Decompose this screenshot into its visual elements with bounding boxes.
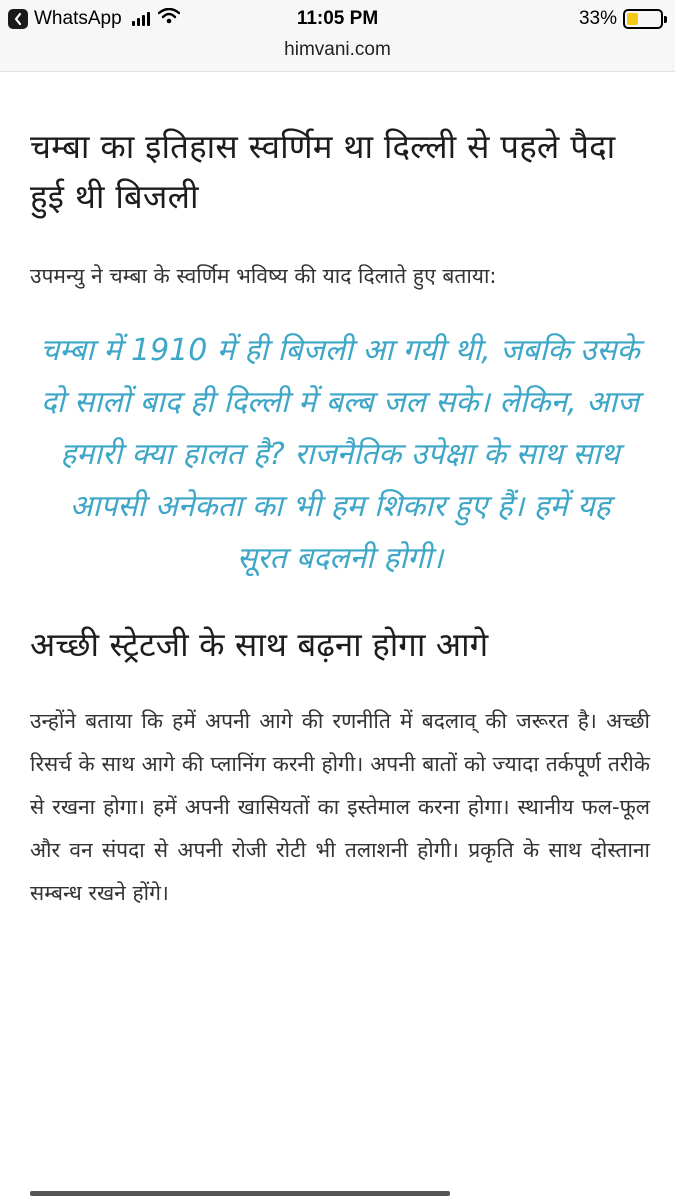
- section-heading-strategy: अच्छी स्ट्रेटजी के साथ बढ़ना होगा आगे: [30, 625, 489, 664]
- next-heading-cutoff: [30, 1185, 450, 1200]
- status-bar: [0, 0, 675, 38]
- pull-quote: चम्बा में 1910 में ही बिजली आ गयी थी, जबकि उसके दो सालों बाद ही दिल्ली में बल्ब जल सके। लेकिन, आज हमारी क्या हालत है? राजनैतिक उपेक्षा के साथ साथ आपसी अनेकता का भी हम शिकार हुए हैं। हमें यह सूरत बदलनी होगी।: [40, 333, 640, 576]
- article-content: [30, 72, 650, 915]
- status-time: 11:05 PM: [296, 8, 379, 29]
- battery-percent: 33%: [578, 8, 617, 29]
- intro-paragraph: उपमन्यु ने चम्बा के स्वर्णिम भविष्य की याद दिलाते हुए बताया:: [30, 264, 497, 288]
- battery-tip: [664, 16, 667, 23]
- strategy-paragraph: उन्होंने बताया कि हमें अपनी आगे की रणनीति में बदलाव् की जरूरत है। अच्छी रिसर्च के साथ आगे की प्लानिंग करनी होगी। अपनी बातों को ज्यादा तर्कपूर्ण तरीके से रखना होगा। हमें अपनी खासियतों का इस्तेमाल करना होगा। स्थानीय फल-फूल और वन संपदा से अपनी रोजी रोटी भी तलाशनी होगी। प्रकृति के साथ दोस्ताना सम्बन्ध रखने होंगे।: [30, 709, 650, 905]
- battery-icon: [623, 9, 663, 29]
- section-heading-history: चम्बा का इतिहास स्वर्णिम था दिल्ली से पहले पैदा हुई थी बिजली: [30, 127, 616, 216]
- status-right: [579, 8, 663, 30]
- battery-fill: [627, 13, 638, 25]
- address-bar[interactable]: himvani.com: [0, 38, 675, 72]
- back-app-label[interactable]: WhatsApp: [34, 8, 122, 29]
